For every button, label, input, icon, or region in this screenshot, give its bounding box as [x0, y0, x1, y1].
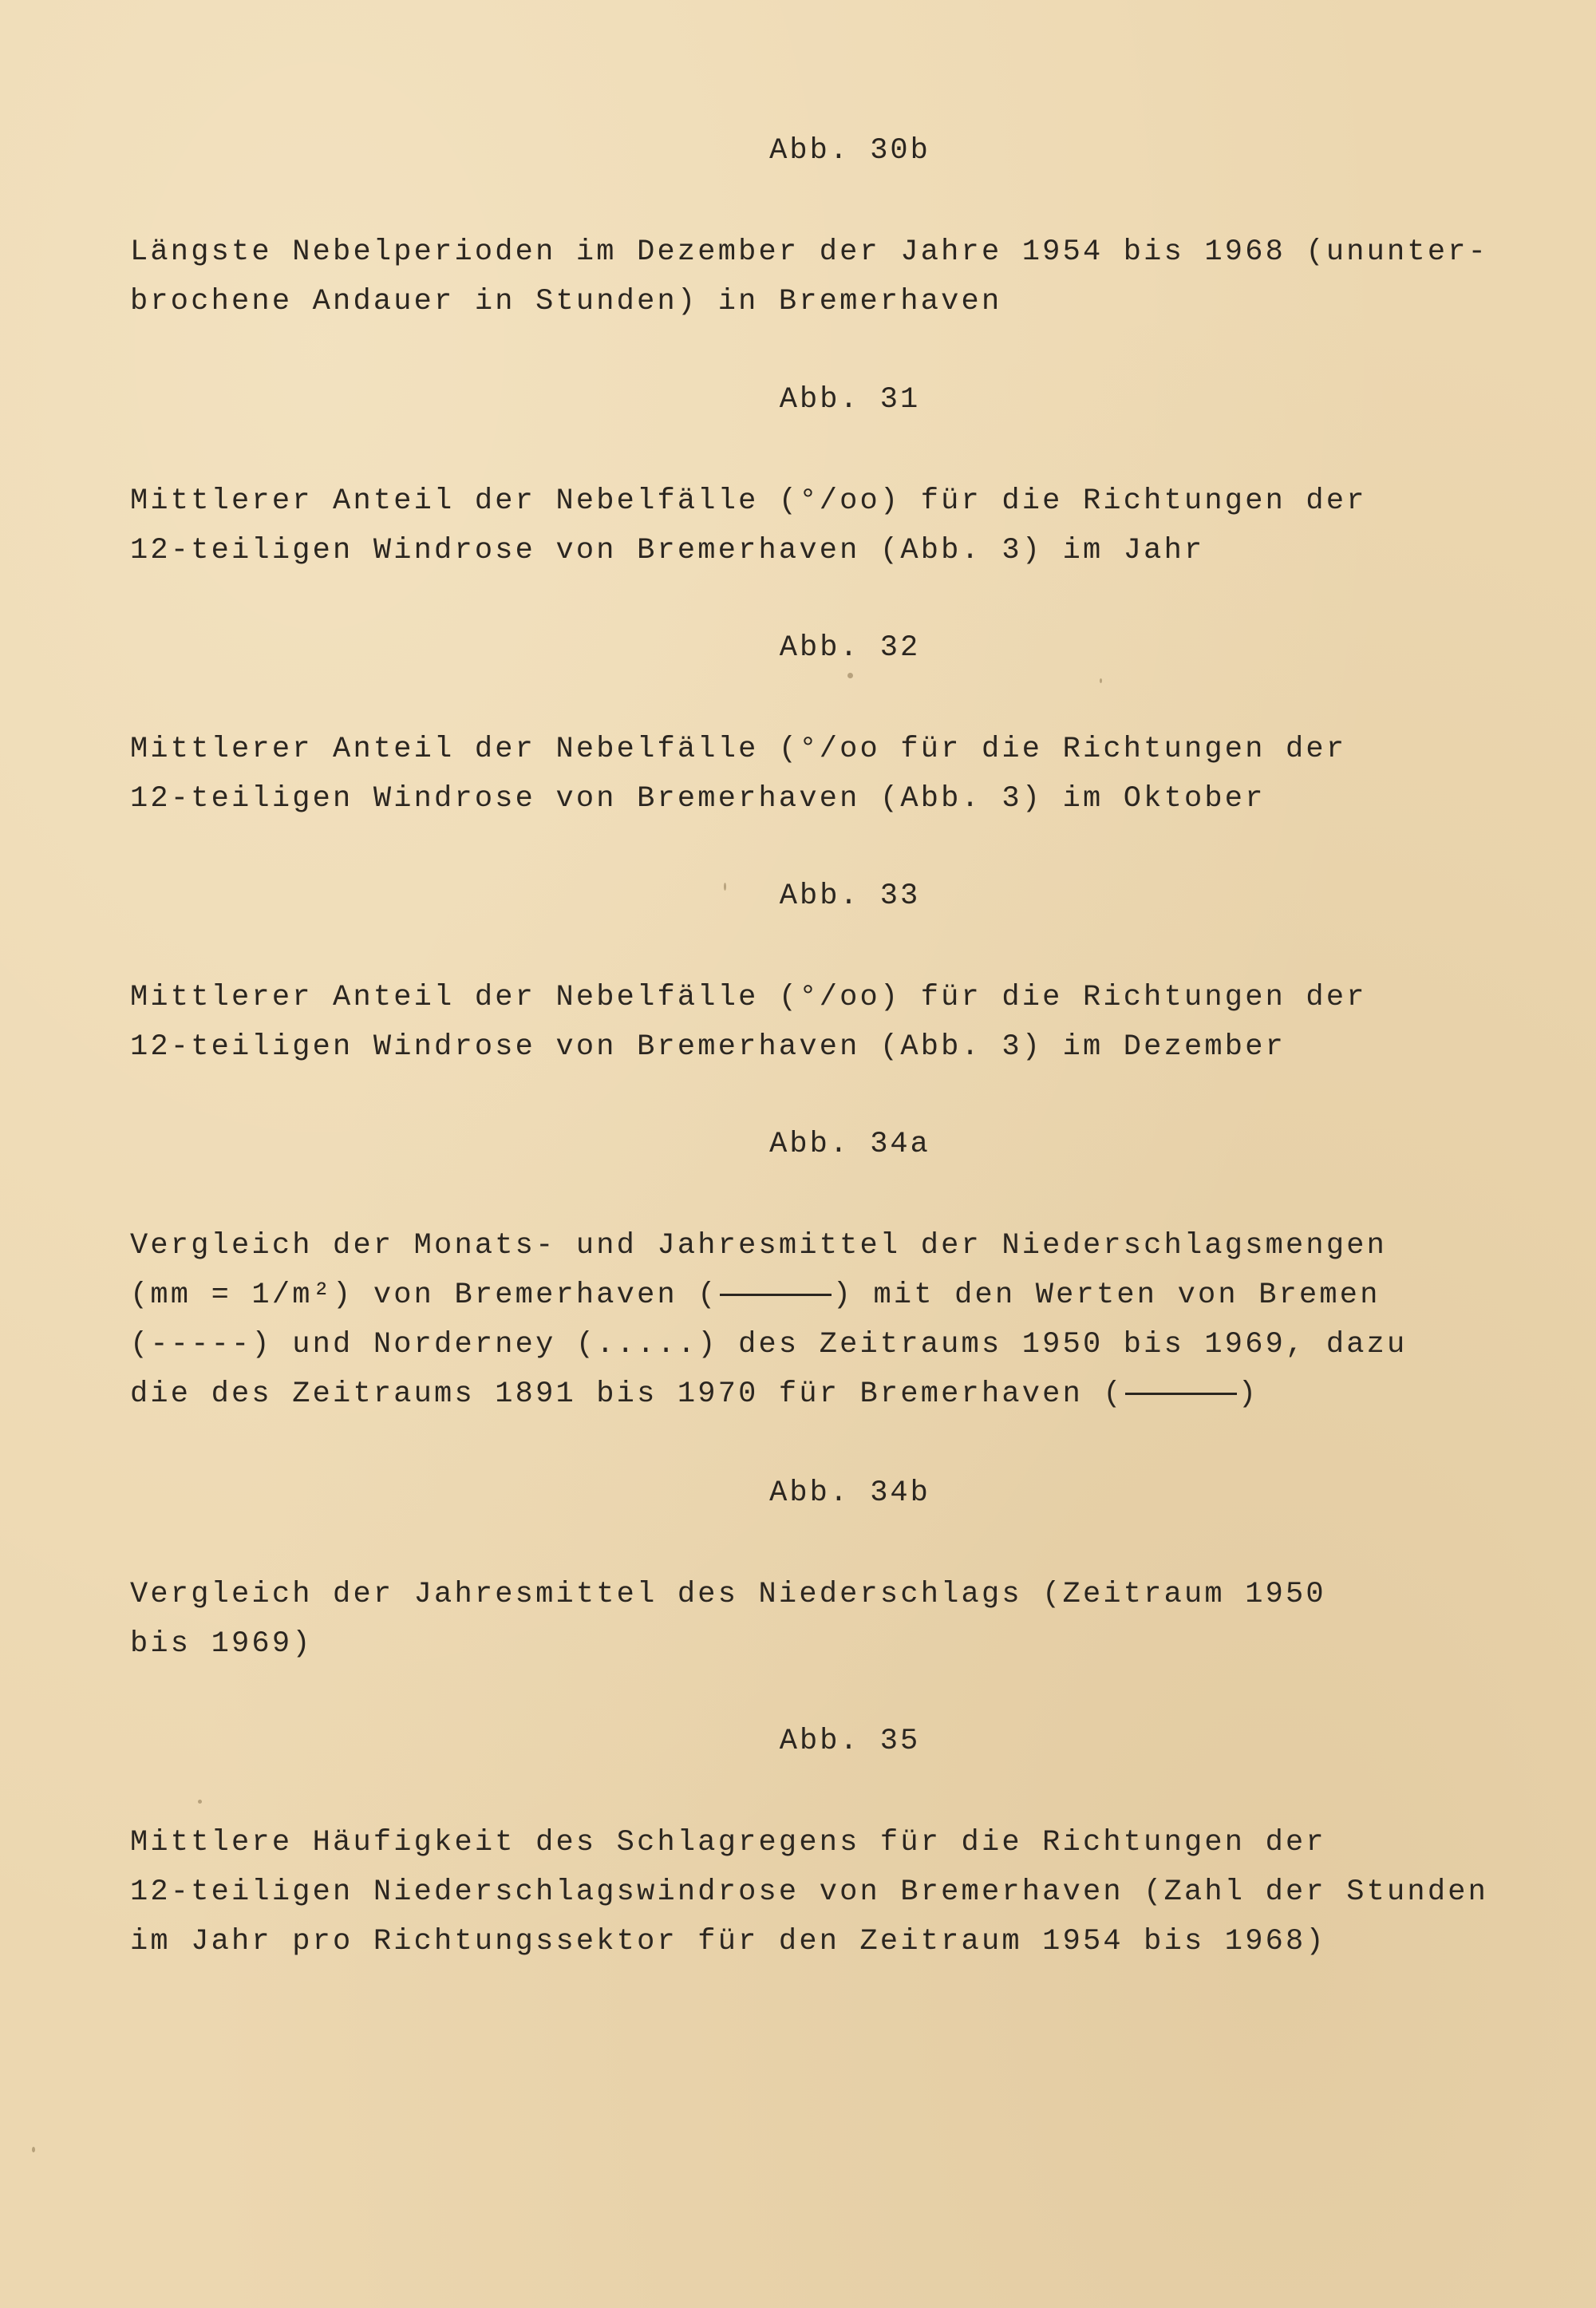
caption-33-line-2: 12-teiligen Windrose von Bremerhaven (Abb. 3) im Dezember: [130, 1030, 1286, 1064]
caption-34a-line-3: (-----) und Norderney (.....) des Zeitraums 1950 bis 1969, dazu: [130, 1328, 1408, 1361]
caption-30b-line-1: Längste Nebelperioden im Dezember der Jahre 1954 bis 1968 (ununter-: [130, 235, 1489, 269]
caption-35-line-2: 12-teiligen Niederschlagswindrose von Bremerhaven (Zahl der Stunden: [130, 1875, 1489, 1909]
caption-31-line-2: 12-teiligen Windrose von Bremerhaven (Abb. 3) im Jahr: [130, 534, 1205, 567]
paper-speck: [847, 673, 853, 678]
caption-34b: [130, 1570, 1326, 1669]
caption-30b-line-2: brochene Andauer in Stunden) in Bremerhaven: [130, 285, 1002, 318]
paper-speck: [198, 1800, 202, 1804]
paper-speck: [32, 2147, 35, 2152]
caption-30b: [130, 227, 1488, 326]
caption-34a-line-2: [130, 1271, 1407, 1320]
caption-32-line-1: Mittlerer Anteil der Nebelfälle (°/oo für die Richtungen der: [130, 733, 1347, 766]
figure-label-30b: Abb. 30b: [769, 134, 930, 168]
caption-32: [130, 725, 1346, 824]
paper-speck: [724, 883, 726, 891]
caption-34a-line-4: [130, 1369, 1407, 1419]
caption-34b-line-2: bis 1969): [130, 1627, 313, 1661]
figure-label-34a: Abb. 34a: [769, 1128, 930, 1161]
long-term-line-legend-symbol: [1125, 1393, 1237, 1395]
caption-34a-line-2-part-b: ) mit den Werten von Bremen: [832, 1278, 1381, 1312]
figure-label-33: Abb. 33: [779, 879, 921, 913]
caption-34a-line-2-part-a: (mm = 1/m²) von Bremerhaven (: [130, 1278, 718, 1312]
caption-31-line-1: Mittlerer Anteil der Nebelfälle (°/oo) für die Richtungen der: [130, 484, 1367, 518]
solid-line-legend-symbol: [720, 1294, 832, 1296]
caption-34a-line-4-part-b: ): [1238, 1377, 1259, 1411]
figure-label-31: Abb. 31: [779, 383, 921, 417]
caption-32-line-2: 12-teiligen Windrose von Bremerhaven (Abb. 3) im Oktober: [130, 782, 1266, 816]
caption-35-line-3: im Jahr pro Richtungssektor für den Zeitraum 1954 bis 1968): [130, 1925, 1326, 1958]
caption-35: [130, 1818, 1488, 1966]
caption-34a: [130, 1221, 1407, 1419]
figure-label-32: Abb. 32: [779, 631, 921, 665]
figure-label-34b: Abb. 34b: [769, 1476, 930, 1510]
caption-35-line-1: Mittlere Häufigkeit des Schlagregens für die Richtungen der: [130, 1826, 1326, 1859]
caption-31: [130, 476, 1367, 575]
paper-speck: [1100, 678, 1102, 683]
figure-label-35: Abb. 35: [779, 1725, 921, 1758]
caption-34a-line-1: Vergleich der Monats- und Jahresmittel der Niederschlagsmengen: [130, 1229, 1388, 1263]
caption-33-line-1: Mittlerer Anteil der Nebelfälle (°/oo) für die Richtungen der: [130, 981, 1367, 1014]
caption-33: [130, 973, 1367, 1072]
caption-34b-line-1: Vergleich der Jahresmittel des Niederschlags (Zeitraum 1950: [130, 1578, 1326, 1611]
caption-34a-line-4-part-a: die des Zeitraums 1891 bis 1970 für Bremerhaven (: [130, 1377, 1124, 1411]
